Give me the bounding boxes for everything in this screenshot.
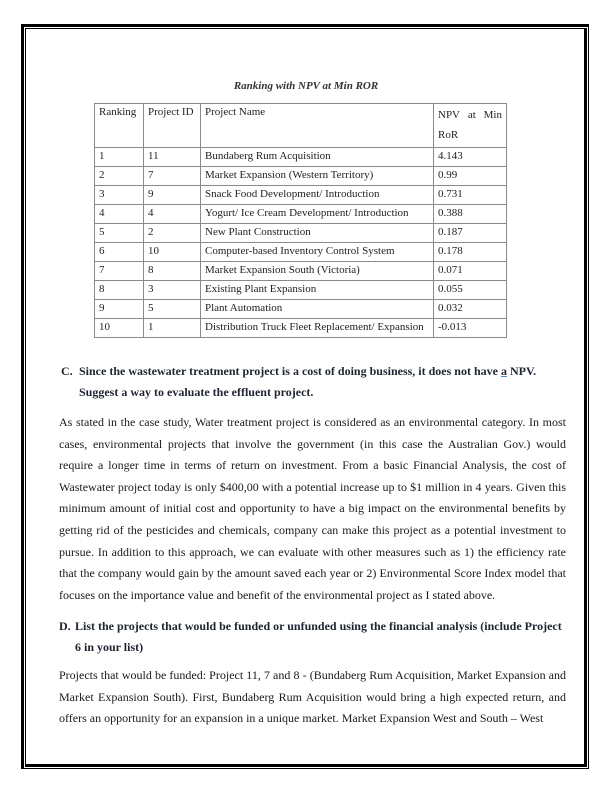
cell-npv: 0.071	[434, 262, 507, 281]
cell-npv: 0.178	[434, 243, 507, 262]
table-header-row	[95, 104, 507, 148]
cell-project-id: 7	[144, 167, 201, 186]
section-c-body: As stated in the case study, Water treatment project is considered as an environmental category. In most cases, environmental projects that involve the government (in this case the Australian Gov.) would require a longer time in terms of return on investment. From a basic Financial Analysis, the cost of Wastewater project today is only $400,00 with a potential increase up to $1 million in 4 years. Given this minimum amount of initial cost and opportunity to have a big impact on the environmental benefits by getting rid of the pesticides and chemicals, company can make this project as a potential investment to pursue. In addition to this approach, we can evaluate with other measures such as 1) the efficiency rate that the company would gain by the amount saved each year or 2) Environmental Score Index model that focuses on the importance value and benefit of the environmental project as I stated above.	[59, 415, 566, 602]
section-c-heading-text-a: Since the wastewater treatment project is a cost of doing business, it does not have	[79, 364, 501, 378]
cell-project-name: Market Expansion South (Victoria)	[201, 262, 434, 281]
section-c-heading	[61, 361, 566, 403]
spellcheck-flagged-word[interactable]: a	[500, 364, 507, 378]
cell-project-id: 8	[144, 262, 201, 281]
cell-npv: 0.187	[434, 224, 507, 243]
cell-npv: -0.013	[434, 319, 507, 338]
section-c-heading-line2: Suggest a way to evaluate the effluent project.	[79, 385, 314, 399]
cell-npv: 0.99	[434, 167, 507, 186]
table-row	[95, 281, 507, 300]
section-c-heading-text-b: NPV.	[506, 364, 537, 378]
npv-ranking-table	[94, 103, 507, 338]
cell-project-name: Existing Plant Expansion	[201, 281, 434, 300]
cell-ranking: 2	[95, 167, 144, 186]
table-body	[95, 148, 507, 338]
table-row	[95, 205, 507, 224]
cell-ranking: 6	[95, 243, 144, 262]
cell-project-id: 3	[144, 281, 201, 300]
table-row	[95, 148, 507, 167]
cell-npv: 0.055	[434, 281, 507, 300]
header-min-word: Min	[483, 109, 502, 121]
header-npv-word: NPV	[438, 109, 461, 121]
cell-ranking: 10	[95, 319, 144, 338]
cell-project-id: 1	[144, 319, 201, 338]
header-ranking: Ranking	[95, 104, 144, 148]
cell-ranking: 7	[95, 262, 144, 281]
cell-ranking: 1	[95, 148, 144, 167]
cell-ranking: 8	[95, 281, 144, 300]
section-d-heading-line1: List the projects that would be funded or unfunded using the financial analysis (include Project	[75, 619, 562, 633]
cell-npv: 0.731	[434, 186, 507, 205]
cell-ranking: 5	[95, 224, 144, 243]
section-d-heading-line2: 6 in your list)	[75, 640, 144, 654]
header-npv-line2: RoR	[438, 129, 459, 141]
table-row	[95, 319, 507, 338]
cell-project-id: 5	[144, 300, 201, 319]
cell-project-name: Plant Automation	[201, 300, 434, 319]
cell-project-name: Snack Food Development/ Introduction	[201, 186, 434, 205]
cell-project-name: Yogurt/ Ice Cream Development/ Introduction	[201, 205, 434, 224]
cell-project-name: Market Expansion (Western Territory)	[201, 167, 434, 186]
table-row	[95, 262, 507, 281]
section-c-heading-line1	[61, 361, 566, 382]
cell-npv: 0.032	[434, 300, 507, 319]
cell-project-id: 4	[144, 205, 201, 224]
table-caption: Ranking with NPV at Min ROR	[233, 80, 379, 92]
cell-project-id: 10	[144, 243, 201, 262]
section-d-heading	[59, 616, 567, 658]
table-row	[95, 224, 507, 243]
table-row	[95, 167, 507, 186]
header-project-id: Project ID	[144, 104, 201, 148]
table-row	[95, 300, 507, 319]
cell-project-name: New Plant Construction	[201, 224, 434, 243]
section-c-letter: C.	[61, 364, 73, 378]
table-row	[95, 186, 507, 205]
section-d-letter: D.	[59, 619, 71, 633]
header-at-word: at	[467, 109, 476, 121]
cell-npv: 4.143	[434, 148, 507, 167]
cell-project-id: 2	[144, 224, 201, 243]
cell-project-id: 11	[144, 148, 201, 167]
header-npv-at-min-ror	[434, 104, 507, 148]
cell-ranking: 3	[95, 186, 144, 205]
cell-ranking: 9	[95, 300, 144, 319]
cell-ranking: 4	[95, 205, 144, 224]
section-d-body: Projects that would be funded: Project 11, 7 and 8 - (Bundaberg Rum Acquisition, Market Expansion and Market Expansion South). First, Bundaberg Rum Acquisition would bring a high expected return, and offers an opportunity for an expansion in a unique market. Market Expansion West and South – West	[59, 668, 566, 726]
cell-project-id: 9	[144, 186, 201, 205]
header-project-name: Project Name	[201, 104, 434, 148]
cell-project-name: Computer-based Inventory Control System	[201, 243, 434, 262]
cell-project-name: Distribution Truck Fleet Replacement/ Expansion	[201, 319, 434, 338]
table-row	[95, 243, 507, 262]
header-npv-line1	[438, 105, 502, 125]
cell-project-name: Bundaberg Rum Acquisition	[201, 148, 434, 167]
cell-npv: 0.388	[434, 205, 507, 224]
